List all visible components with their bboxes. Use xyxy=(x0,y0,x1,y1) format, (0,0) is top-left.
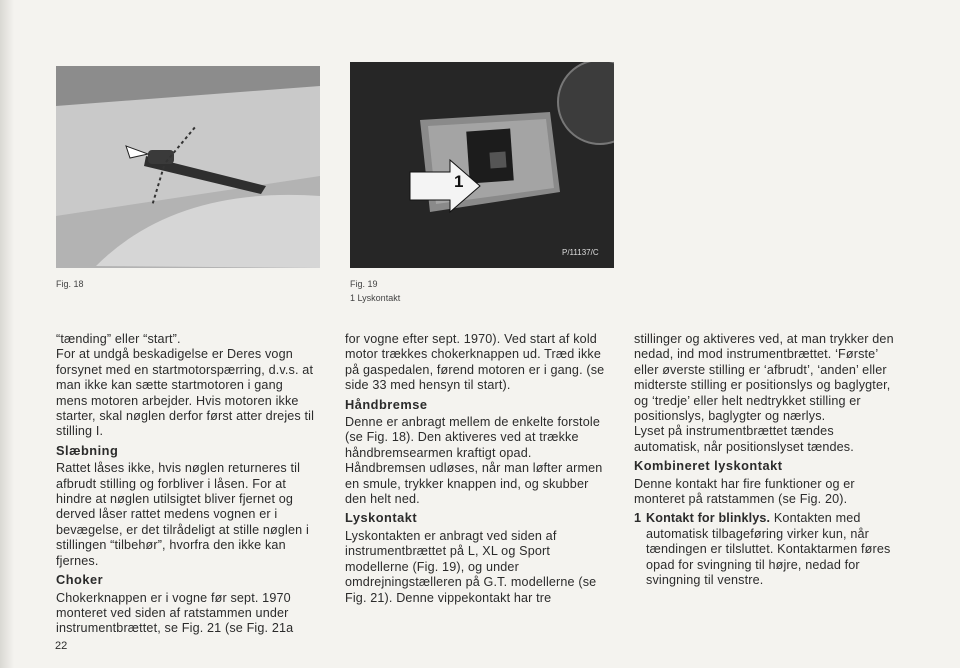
list-item-text: Kontakten med automatisk tilbageføring virker kun, når tændingen er tilsluttet. Kontaktarmen føres opad for svingning til højre, nedad for svingning til venstre. xyxy=(646,511,891,588)
column-right xyxy=(634,332,896,589)
paragraph: for vogne efter sept. 1970). Ved start af kold motor trækkes chokerknappen ud. Træd ikke på gaspedalen, førend motoren er i gang. (se side 33 med hensyn til start). xyxy=(345,332,605,393)
figure-18-caption: Fig. 18 xyxy=(56,279,84,289)
paragraph: Lyset på instrumentbrættet tændes automatisk, når positionslyset tændes. xyxy=(634,424,854,454)
callout-number-1: 1 xyxy=(454,172,464,191)
handbrake-illustration xyxy=(56,66,320,268)
figure-19-photo xyxy=(350,62,614,268)
paragraph: Chokerknappen er i vogne før sept. 1970 monteret ved siden af ratstammen under instrumentbrættet, se Fig. 21 (se Fig. 21a xyxy=(56,590,294,636)
heading-kombineret-lyskontakt: Kombineret lyskontakt xyxy=(634,458,783,474)
photo-code: P/11137/C xyxy=(562,248,599,257)
page-edge xyxy=(0,0,14,668)
column-left xyxy=(56,332,316,637)
list-item-number: 1 xyxy=(634,511,642,526)
column-middle xyxy=(345,332,607,606)
heading-handbremse: Håndbremse xyxy=(345,396,428,412)
paragraph: Rattet låses ikke, hvis nøglen returneres til afbrudt stilling og forbliver i låsen. For at hindre at nøglen utilsigtet bliver fjernet og derved låser rattet medens vognen er i bevægelse, er det tilrådeligt at stille nøglen i stillingen “tilbehør”, hvorfra den ikke kan fjernes. xyxy=(56,461,309,568)
figure-19-subcaption: 1 Lyskontakt xyxy=(350,293,401,303)
paragraph: Denne er anbragt mellem de enkelte forstole (se Fig. 18). Den aktiveres ved at trække håndbremsearmen kraftigt opad. Håndbremsen udløses, når man løfter armen en smule, trykker knappen ind, og skubber den helt ned. xyxy=(345,415,603,507)
paragraph: Lyskontakten er anbragt ved siden af instrumentbrættet på L, XL og Sport modellerne (Fig. 19), og under omdrejningstælleren på G.T. modellerne (se Fig. 21). Denne vippekontakt har tre xyxy=(345,528,597,605)
light-switch-illustration xyxy=(350,62,614,268)
heading-slaebning: Slæbning xyxy=(56,442,119,458)
list-item xyxy=(634,511,896,588)
list-item-title: Kontakt for blinklys. xyxy=(646,511,771,526)
figure-19-caption: Fig. 19 xyxy=(350,279,378,289)
list-item-body xyxy=(646,511,896,588)
paragraph: “tænding” eller “start”. xyxy=(56,332,181,346)
paragraph: stillinger og aktiveres ved, at man trykker den nedad, ind mod instrumentbrættet. ‘Første’ eller øverste stilling er ‘afbrudt’, ‘anden’ eller midterste stilling er positionslys og baglygter, og ‘tredje’ eller helt nedtrykket stilling er positionslys, baglygter og nærlys. xyxy=(634,332,894,424)
figure-18-photo xyxy=(56,66,320,268)
heading-lyskontakt: Lyskontakt xyxy=(345,510,418,526)
heading-choker: Choker xyxy=(56,572,104,588)
paragraph: For at undgå beskadigelse er Deres vogn forsynet med en startmotorspærring, d.v.s. at man ikke kan sætte startmotoren i gang mens motoren arbejder. Hvis motoren ikke starter, skal nøglen derfor først atter drejes til stilling I. xyxy=(56,347,315,439)
paragraph: Denne kontakt har fire funktioner og er monteret på ratstammen (se Fig. 20). xyxy=(634,476,855,507)
page-number: 22 xyxy=(55,640,68,652)
